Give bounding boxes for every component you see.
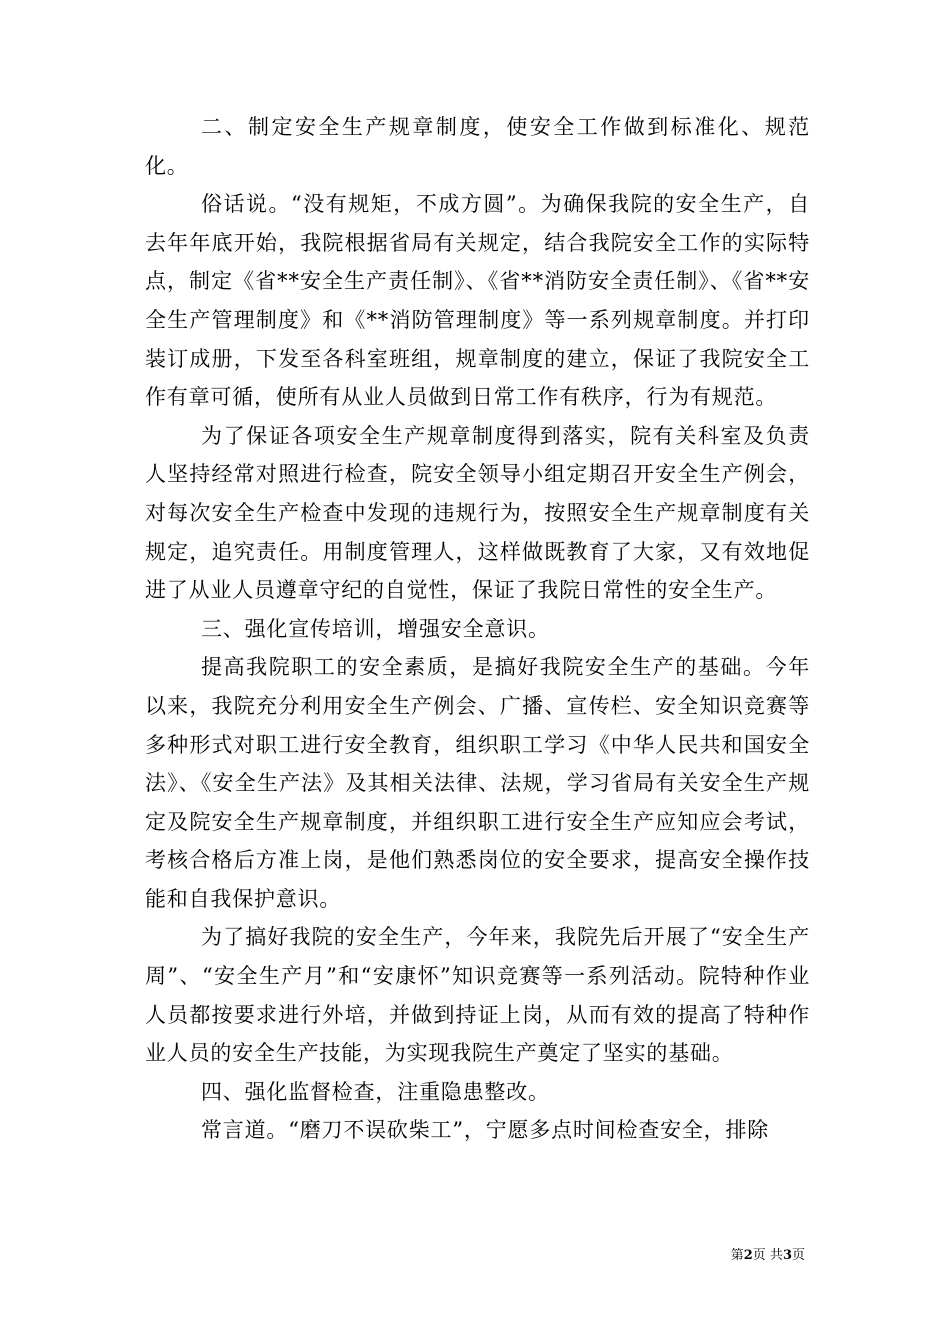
paragraph: 俗话说。“没有规矩，不成方圆”。为确保我院的安全生产，自去年年底开始，我院根据省局有关规定，结合我院安全工作的实际特点，制定《省**安全生产责任制》、《省**消防安全责任制》、《省**安全生产管理制度》和《**消防管理制度》等一系列规章制度。并打印装订成册，下发至各科室班组，规章制度的建立，保证了我院安全工作有章可循，使所有从业人员做到日常工作有秩序，行为有规范。 [145,192,810,410]
section-heading-3: 三、强化宣传培训，增强安全意识。 [201,616,550,641]
page-footer [731,1248,805,1264]
section-heading-2: 二、制定安全生产规章制度，使安全工作做到标准化、规范化。 [145,115,810,178]
footer-suffix: 页 [791,1248,805,1263]
paragraph: 为了保证各项安全生产规章制度得到落实，院有关科室及负责人坚持经常对照进行检查，院安全领导小组定期召开安全生产例会，对每次安全生产检查中发现的违规行为，按照安全生产规章制度有关规定，追究责任。用制度管理人，这样做既教育了大家，又有效地促进了从业人员遵章守纪的自觉性，保证了我院日常性的安全生产。 [145,423,810,603]
current-page-number: 2 [743,1248,753,1263]
paragraph: 常言道。“磨刀不误砍柴工”，宁愿多点时间检查安全，排除 [201,1118,770,1143]
section-heading-4: 四、强化监督检查，注重隐患整改。 [201,1079,550,1104]
total-pages-number: 3 [782,1248,792,1263]
paragraph: 提高我院职工的安全素质，是搞好我院安全生产的基础。今年以来，我院充分利用安全生产例会、广播、宣传栏、安全知识竞赛等多种形式对职工进行安全教育，组织职工学习《中华人民共和国安全法》、《安全生产法》及其相关法律、法规，学习省局有关安全生产规定及院安全生产规章制度，并组织职工进行安全生产应知应会考试，考核合格后方准上岗，是他们熟悉岗位的安全要求，提高安全操作技能和自我保护意识。 [145,655,810,911]
document-body [145,108,810,1150]
footer-middle: 页 共 [752,1248,783,1263]
paragraph: 为了搞好我院的安全生产，今年来，我院先后开展了“安全生产周”、“安全生产月”和“安康怀”知识竞赛等一系列活动。院特种作业人员都按要求进行外培，并做到持证上岗，从而有效的提高了特种作业人员的安全生产技能，为实现我院生产奠定了坚实的基础。 [145,925,810,1066]
footer-prefix: 第 [730,1248,744,1263]
